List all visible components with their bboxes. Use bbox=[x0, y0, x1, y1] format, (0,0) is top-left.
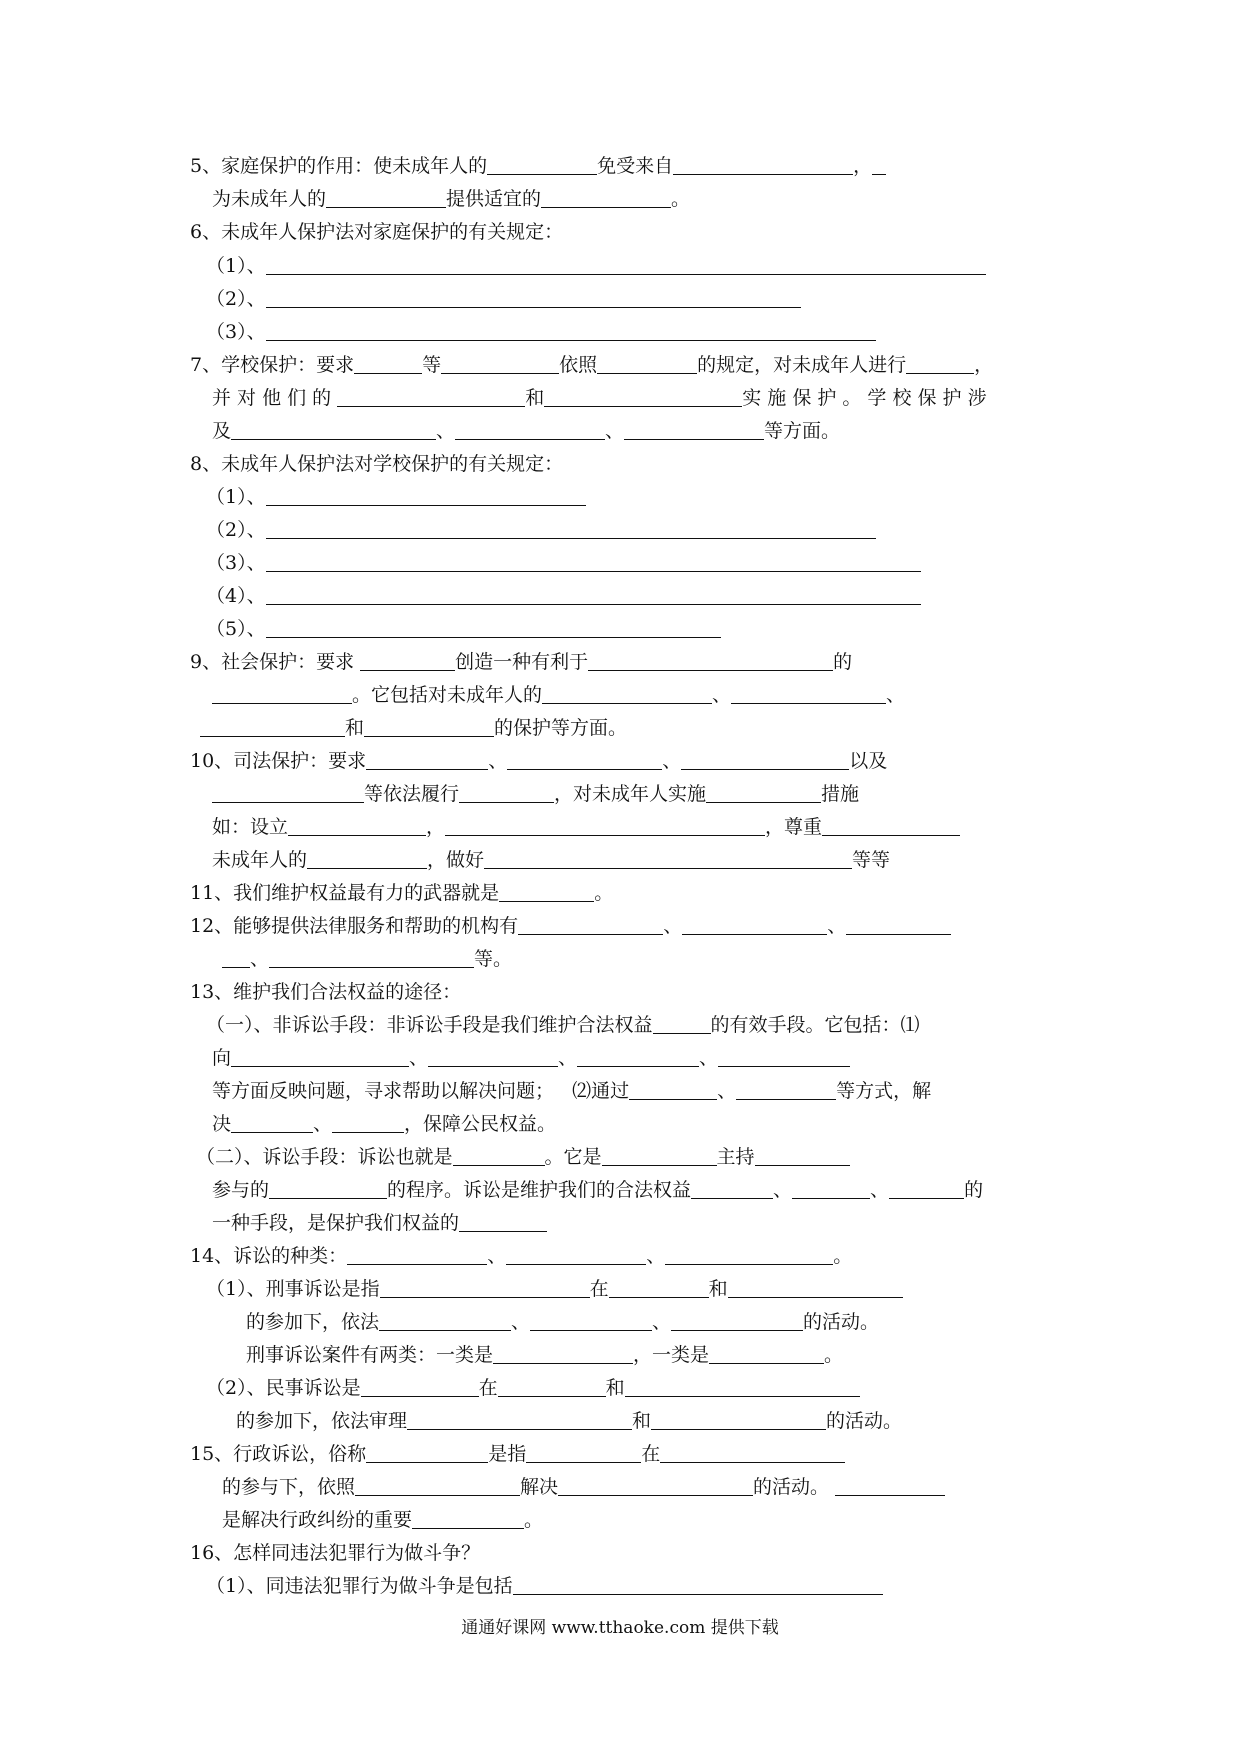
text: 如：设立 bbox=[212, 816, 289, 838]
answer-blank[interactable] bbox=[459, 780, 554, 803]
text: 、 bbox=[870, 1179, 890, 1201]
text: 参与的 bbox=[212, 1179, 270, 1201]
q5-line-2 bbox=[212, 183, 690, 215]
text: 未成年人的 bbox=[212, 849, 308, 871]
q8-item-2 bbox=[206, 514, 876, 546]
item-label: （3）、 bbox=[206, 321, 266, 343]
answer-blank[interactable] bbox=[266, 582, 921, 605]
text: 、 bbox=[436, 420, 456, 442]
text: ，尊重 bbox=[765, 816, 823, 838]
q9-line-2 bbox=[212, 679, 905, 711]
q14-s1-line-1 bbox=[206, 1273, 903, 1305]
text: ，一类是 bbox=[633, 1344, 710, 1366]
q13-p1-line-3 bbox=[212, 1075, 931, 1107]
q10-line-2 bbox=[212, 778, 859, 810]
text: 等方面。 bbox=[764, 420, 841, 442]
answer-blank[interactable] bbox=[493, 1341, 633, 1364]
text: 、 bbox=[699, 1047, 719, 1069]
text: 的保护等方面。 bbox=[494, 717, 628, 739]
text: 在 bbox=[589, 1278, 609, 1300]
answer-blank[interactable] bbox=[231, 1110, 313, 1133]
q6-title: 6、未成年人保护法对家庭保护的有关规定： bbox=[190, 221, 564, 243]
answer-blank[interactable] bbox=[360, 648, 455, 671]
text: 。 bbox=[594, 882, 614, 904]
text: 、 bbox=[712, 684, 732, 706]
text: 、 bbox=[652, 1311, 672, 1333]
answer-blank[interactable] bbox=[681, 747, 849, 770]
item-label: （2）、 bbox=[206, 519, 266, 541]
answer-blank[interactable] bbox=[412, 1506, 524, 1529]
text: 的参与下，依照 bbox=[222, 1476, 356, 1498]
text: 的参加下，依法 bbox=[246, 1311, 380, 1333]
text: 、 bbox=[558, 1047, 578, 1069]
answer-blank[interactable] bbox=[889, 1176, 964, 1199]
q13-p2-line-2 bbox=[212, 1174, 983, 1206]
footer-credit: 通通好课网 www.tthaoke.com 提供下载 bbox=[461, 1618, 779, 1638]
q13-p2-line-3 bbox=[212, 1207, 547, 1239]
answer-blank[interactable] bbox=[728, 1275, 903, 1298]
answer-blank[interactable] bbox=[602, 1143, 717, 1166]
answer-blank[interactable] bbox=[597, 351, 697, 374]
text: 的参加下，依法审理 bbox=[236, 1410, 408, 1432]
answer-blank[interactable] bbox=[200, 714, 345, 737]
answer-blank[interactable] bbox=[354, 351, 422, 374]
text: 等。 bbox=[474, 948, 513, 970]
item-label: （5）、 bbox=[206, 618, 266, 640]
answer-blank[interactable] bbox=[671, 1308, 803, 1331]
question-number: 5、 bbox=[190, 155, 222, 177]
text: 的程序。诉讼是维护我们的合法权益 bbox=[387, 1179, 692, 1201]
text: 10、司法保护：要求 bbox=[190, 750, 367, 772]
text: （二）、诉讼手段：诉讼也就是 bbox=[196, 1146, 453, 1168]
item-label: （1）、 bbox=[206, 255, 266, 277]
q5-line-1 bbox=[190, 150, 886, 182]
text: 免受来自 bbox=[597, 155, 674, 177]
answer-blank[interactable] bbox=[266, 615, 721, 638]
text: 的 bbox=[964, 1179, 984, 1201]
answer-blank[interactable] bbox=[792, 1176, 870, 1199]
q8-title: 8、未成年人保护法对学校保护的有关规定： bbox=[190, 453, 564, 475]
text: 以及 bbox=[849, 750, 888, 772]
text: 刑事诉讼案件有两类：一类是 bbox=[246, 1344, 494, 1366]
text: 和 bbox=[525, 387, 545, 409]
q6-item-2 bbox=[206, 283, 801, 315]
text: 实 施 保 护 。 学 校 保 护 涉 bbox=[742, 387, 987, 409]
q12-line-2 bbox=[222, 943, 512, 975]
answer-blank[interactable] bbox=[530, 1308, 652, 1331]
answer-blank[interactable] bbox=[498, 1374, 606, 1397]
item-label: （4）、 bbox=[206, 585, 266, 607]
q10-line-1 bbox=[190, 745, 887, 777]
answer-blank[interactable] bbox=[332, 1110, 404, 1133]
text: 。它是 bbox=[544, 1146, 602, 1168]
text: 。 bbox=[671, 188, 691, 210]
answer-blank[interactable] bbox=[266, 516, 876, 539]
text: ，做好 bbox=[427, 849, 485, 871]
answer-blank[interactable] bbox=[455, 417, 605, 440]
q12-line-1 bbox=[190, 910, 951, 942]
answer-blank[interactable] bbox=[347, 1242, 487, 1265]
answer-blank[interactable] bbox=[326, 185, 446, 208]
answer-blank[interactable] bbox=[266, 483, 586, 506]
answer-blank[interactable] bbox=[366, 1440, 488, 1463]
text: 提供适宜的 bbox=[446, 188, 542, 210]
q14-s2-line-2 bbox=[236, 1405, 902, 1437]
text: 。 bbox=[824, 1344, 844, 1366]
q13-p1-line-2 bbox=[212, 1042, 850, 1074]
text: 的活动。 bbox=[753, 1476, 830, 1498]
item-label: （2）、 bbox=[206, 288, 266, 310]
text: 的活动。 bbox=[826, 1410, 903, 1432]
q11-line bbox=[190, 877, 613, 909]
answer-blank[interactable] bbox=[231, 417, 436, 440]
text: 决 bbox=[212, 1113, 232, 1135]
answer-blank[interactable] bbox=[651, 1407, 826, 1430]
answer-blank[interactable] bbox=[380, 1275, 590, 1298]
text: ， bbox=[853, 155, 873, 177]
text: 、 bbox=[717, 1080, 737, 1102]
answer-blank[interactable] bbox=[484, 846, 852, 869]
text: 15、行政诉讼，俗称 bbox=[190, 1443, 367, 1465]
q14-s1-line-2 bbox=[246, 1306, 879, 1338]
text: 、 bbox=[250, 948, 270, 970]
answer-blank[interactable] bbox=[691, 1176, 773, 1199]
text: 等方面反映问题，寻求帮助以解决问题； bbox=[212, 1080, 555, 1102]
answer-blank[interactable] bbox=[718, 1044, 850, 1067]
answer-blank[interactable] bbox=[266, 549, 921, 572]
text: 一种手段，是保护我们权益的 bbox=[212, 1212, 460, 1234]
answer-blank[interactable] bbox=[379, 1308, 511, 1331]
answer-blank[interactable] bbox=[506, 1242, 646, 1265]
answer-blank[interactable] bbox=[653, 1011, 711, 1034]
answer-blank[interactable] bbox=[518, 912, 663, 935]
answer-blank[interactable] bbox=[755, 1143, 850, 1166]
text: 、 bbox=[773, 1179, 793, 1201]
answer-blank[interactable] bbox=[361, 1374, 479, 1397]
text: （1）、同违法犯罪行为做斗争是包括 bbox=[206, 1575, 513, 1597]
text: 、 bbox=[488, 750, 508, 772]
text: 、 bbox=[662, 750, 682, 772]
text: 、 bbox=[313, 1113, 333, 1135]
text: 在 bbox=[478, 1377, 498, 1399]
answer-blank[interactable] bbox=[709, 1341, 824, 1364]
q14-line-1 bbox=[190, 1240, 852, 1272]
text: 9、社会保护：要求 bbox=[190, 651, 355, 673]
answer-blank[interactable] bbox=[307, 846, 427, 869]
text: 及 bbox=[212, 420, 232, 442]
q8-item-5 bbox=[206, 613, 721, 645]
answer-blank[interactable] bbox=[231, 1044, 409, 1067]
q14-s2-line-1 bbox=[206, 1372, 860, 1404]
answer-blank[interactable] bbox=[499, 879, 594, 902]
text: 14、诉讼的种类： bbox=[190, 1245, 348, 1267]
answer-blank[interactable] bbox=[266, 252, 986, 275]
q6-item-1 bbox=[206, 250, 986, 282]
text: 的有效手段。它包括：⑴ bbox=[710, 1014, 920, 1036]
q10-line-3 bbox=[212, 811, 960, 843]
answer-blank[interactable] bbox=[453, 1143, 545, 1166]
answer-blank[interactable] bbox=[822, 813, 960, 836]
text: 依照 bbox=[559, 354, 598, 376]
answer-blank[interactable] bbox=[872, 152, 886, 175]
q9-line-1 bbox=[190, 646, 852, 678]
text: ， bbox=[974, 354, 994, 376]
q7-line-1 bbox=[190, 349, 993, 381]
text: 、 bbox=[827, 915, 847, 937]
answer-blank[interactable] bbox=[507, 747, 662, 770]
text: 主持 bbox=[716, 1146, 755, 1168]
answer-blank[interactable] bbox=[542, 681, 712, 704]
q9-line-3 bbox=[200, 712, 627, 744]
answer-blank[interactable] bbox=[266, 285, 801, 308]
text: 为未成年人的 bbox=[212, 188, 327, 210]
answer-blank[interactable] bbox=[665, 1242, 833, 1265]
q16-line-1 bbox=[206, 1570, 883, 1602]
answer-blank[interactable] bbox=[846, 912, 951, 935]
answer-blank[interactable] bbox=[736, 1077, 836, 1100]
item-label: （3）、 bbox=[206, 552, 266, 574]
answer-blank[interactable] bbox=[731, 681, 886, 704]
answer-blank[interactable] bbox=[660, 1440, 845, 1463]
text: ，对未成年人实施 bbox=[554, 783, 707, 805]
answer-blank[interactable] bbox=[625, 1374, 860, 1397]
answer-blank[interactable] bbox=[629, 1077, 717, 1100]
text: 、 bbox=[646, 1245, 666, 1267]
q13-p1-line-4 bbox=[212, 1108, 556, 1140]
text: 、 bbox=[511, 1311, 531, 1333]
text: 11、我们维护权益最有力的武器就是 bbox=[190, 882, 500, 904]
answer-blank[interactable] bbox=[445, 813, 765, 836]
q15-line-1 bbox=[190, 1438, 845, 1470]
text: （2）、民事诉讼是 bbox=[206, 1377, 361, 1399]
text: 和 bbox=[708, 1278, 728, 1300]
q13-p1-line-1 bbox=[206, 1009, 920, 1041]
text: 是解决行政纠纷的重要 bbox=[222, 1509, 413, 1531]
answer-blank[interactable] bbox=[407, 1407, 632, 1430]
q14-s1-line-3 bbox=[246, 1339, 843, 1371]
text: 。它包括对未成年人的 bbox=[352, 684, 543, 706]
answer-blank[interactable] bbox=[706, 780, 821, 803]
text: 和 bbox=[605, 1377, 625, 1399]
text: 和 bbox=[632, 1410, 652, 1432]
text: 在 bbox=[641, 1443, 661, 1465]
text: 、 bbox=[605, 420, 625, 442]
text: 向 bbox=[212, 1047, 232, 1069]
text: 和 bbox=[345, 717, 365, 739]
answer-blank[interactable] bbox=[355, 1473, 520, 1496]
text: 创造一种有利于 bbox=[455, 651, 589, 673]
answer-blank[interactable] bbox=[212, 780, 364, 803]
answer-blank[interactable] bbox=[544, 384, 742, 407]
answer-blank[interactable] bbox=[513, 1572, 883, 1595]
answer-blank[interactable] bbox=[441, 351, 559, 374]
text: 的 bbox=[833, 651, 853, 673]
answer-blank[interactable] bbox=[577, 1044, 699, 1067]
answer-blank[interactable] bbox=[212, 681, 352, 704]
text: 的规定，对未成年人进行 bbox=[697, 354, 907, 376]
text: 措施 bbox=[821, 783, 860, 805]
text: 、 bbox=[487, 1245, 507, 1267]
q7-line-3 bbox=[212, 415, 840, 447]
text: 的活动。 bbox=[803, 1311, 880, 1333]
answer-blank[interactable] bbox=[609, 1275, 709, 1298]
answer-blank[interactable] bbox=[459, 1209, 547, 1232]
text: 。 bbox=[524, 1509, 544, 1531]
answer-blank[interactable] bbox=[487, 152, 597, 175]
q7-line-2 bbox=[212, 382, 987, 414]
q16-title: 16、怎样同违法犯罪行为做斗争？ bbox=[190, 1542, 481, 1564]
answer-blank[interactable] bbox=[673, 152, 853, 175]
q8-item-4 bbox=[206, 580, 921, 612]
text: 是指 bbox=[488, 1443, 527, 1465]
q13-p2-line-1 bbox=[196, 1141, 850, 1173]
q15-line-3 bbox=[222, 1504, 543, 1536]
text: 7、学校保护：要求 bbox=[190, 354, 355, 376]
text: 解决 bbox=[520, 1476, 559, 1498]
text: （1）、刑事诉讼是指 bbox=[206, 1278, 380, 1300]
answer-blank[interactable] bbox=[682, 912, 827, 935]
answer-blank[interactable] bbox=[288, 813, 426, 836]
text: 、 bbox=[409, 1047, 429, 1069]
answer-blank[interactable] bbox=[541, 185, 671, 208]
answer-blank[interactable] bbox=[906, 351, 974, 374]
text: ， bbox=[426, 816, 446, 838]
text: ，保障公民权益。 bbox=[404, 1113, 557, 1135]
text: 家庭保护的作用：使未成年人的 bbox=[221, 155, 488, 177]
text: 等方式，解 bbox=[836, 1080, 932, 1102]
answer-blank[interactable] bbox=[366, 747, 488, 770]
text: （一）、非诉讼手段：非诉讼手段是我们维护合法权益 bbox=[206, 1014, 653, 1036]
text: ⑵通过 bbox=[572, 1080, 630, 1102]
answer-blank[interactable] bbox=[222, 945, 250, 968]
answer-blank[interactable] bbox=[428, 1044, 558, 1067]
answer-blank[interactable] bbox=[526, 1440, 641, 1463]
q15-line-2 bbox=[222, 1471, 945, 1503]
item-label: （1）、 bbox=[206, 486, 266, 508]
answer-blank[interactable] bbox=[269, 945, 474, 968]
answer-blank[interactable] bbox=[588, 648, 833, 671]
text: 12、能够提供法律服务和帮助的机构有 bbox=[190, 915, 519, 937]
text: 、 bbox=[886, 684, 906, 706]
text: 、 bbox=[663, 915, 683, 937]
text: 并 对 他 们 的 bbox=[212, 387, 332, 409]
answer-blank[interactable] bbox=[364, 714, 494, 737]
text: 等 bbox=[422, 354, 442, 376]
text: 等等 bbox=[852, 849, 891, 871]
q10-line-4 bbox=[212, 844, 890, 876]
answer-blank[interactable] bbox=[558, 1473, 753, 1496]
q13-title: 13、维护我们合法权益的途径： bbox=[190, 981, 462, 1003]
q8-item-1 bbox=[206, 481, 586, 513]
answer-blank[interactable] bbox=[624, 417, 764, 440]
answer-blank[interactable] bbox=[835, 1473, 945, 1496]
answer-blank[interactable] bbox=[337, 384, 525, 407]
answer-blank[interactable] bbox=[269, 1176, 387, 1199]
answer-blank[interactable] bbox=[266, 318, 876, 341]
text: 等依法履行 bbox=[364, 783, 460, 805]
q8-item-3 bbox=[206, 547, 921, 579]
q6-item-3 bbox=[206, 316, 876, 348]
text: 。 bbox=[833, 1245, 853, 1267]
